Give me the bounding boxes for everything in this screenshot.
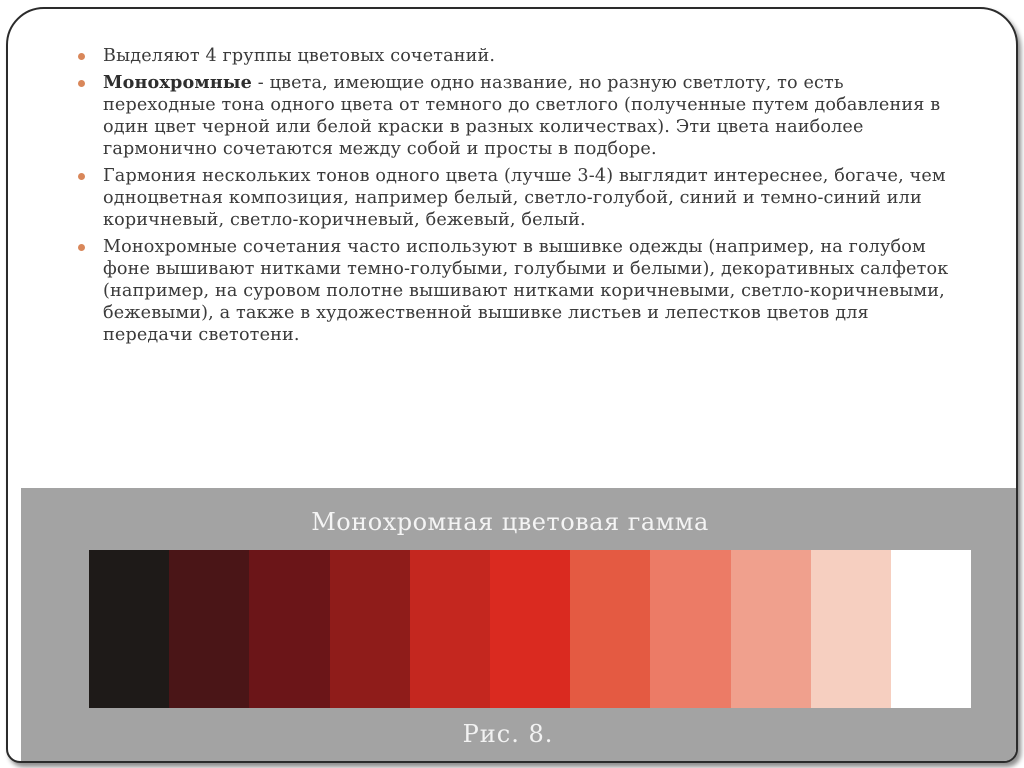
- bullet-list: [78, 45, 958, 351]
- figure-title: Монохромная цветовая гамма: [311, 508, 709, 536]
- bullet-term: Монохромные: [103, 72, 252, 93]
- bullet-item: [78, 165, 958, 231]
- bullet-dot-icon: [78, 173, 85, 180]
- swatch-strip: [89, 550, 971, 708]
- color-swatch-5: [410, 550, 490, 708]
- bullet-text: - цвета, имеющие одно название, но разную светлоту, то есть переходные тона одного цвета от темного до светлого (полученные путем добавления в один цвет черной или белой краски в разных количествах). Эти цвета наиболее гармонично сочетаются между собой и просты в подборе.: [103, 73, 941, 159]
- figure-caption: Рис. 8.: [462, 720, 554, 748]
- bullet-dot-icon: [78, 53, 85, 60]
- bullet-text: Монохромные сочетания часто используют в вышивке одежды (например, на голубом фоне вышивают нитками темно-голубыми, голубыми и белыми), декоративных салфеток (например, на суровом полотне вышивают нитками коричневыми, светло-коричневыми, бежевыми), а также в художественной вышивке листьев и лепестков цветов для передачи светотени.: [103, 237, 949, 345]
- bullet-dot-icon: [78, 80, 85, 87]
- color-swatch-3: [249, 550, 329, 708]
- color-swatch-10: [811, 550, 891, 708]
- color-swatch-4: [330, 550, 410, 708]
- color-swatch-9: [731, 550, 811, 708]
- bullet-text: Гармония нескольких тонов одного цвета (лучше 3-4) выглядит интереснее, богаче, чем одноцветная композиция, например белый, светло-голубой, синий и темно-синий или коричневый, светло-коричневый, бежевый, белый.: [103, 166, 946, 230]
- color-swatch-2: [169, 550, 249, 708]
- color-scale-figure: [21, 488, 1018, 763]
- bullet-item: [78, 72, 958, 160]
- bullet-item: [78, 45, 958, 67]
- bullet-item: [78, 236, 958, 346]
- slide-frame: [6, 7, 1018, 763]
- color-swatch-1: [89, 550, 169, 708]
- bullet-dot-icon: [78, 244, 85, 251]
- bullet-text: Выделяют 4 группы цветовых сочетаний.: [103, 46, 496, 66]
- color-swatch-8: [650, 550, 730, 708]
- color-swatch-7: [570, 550, 650, 708]
- color-swatch-6: [490, 550, 570, 708]
- color-swatch-11: [891, 550, 971, 708]
